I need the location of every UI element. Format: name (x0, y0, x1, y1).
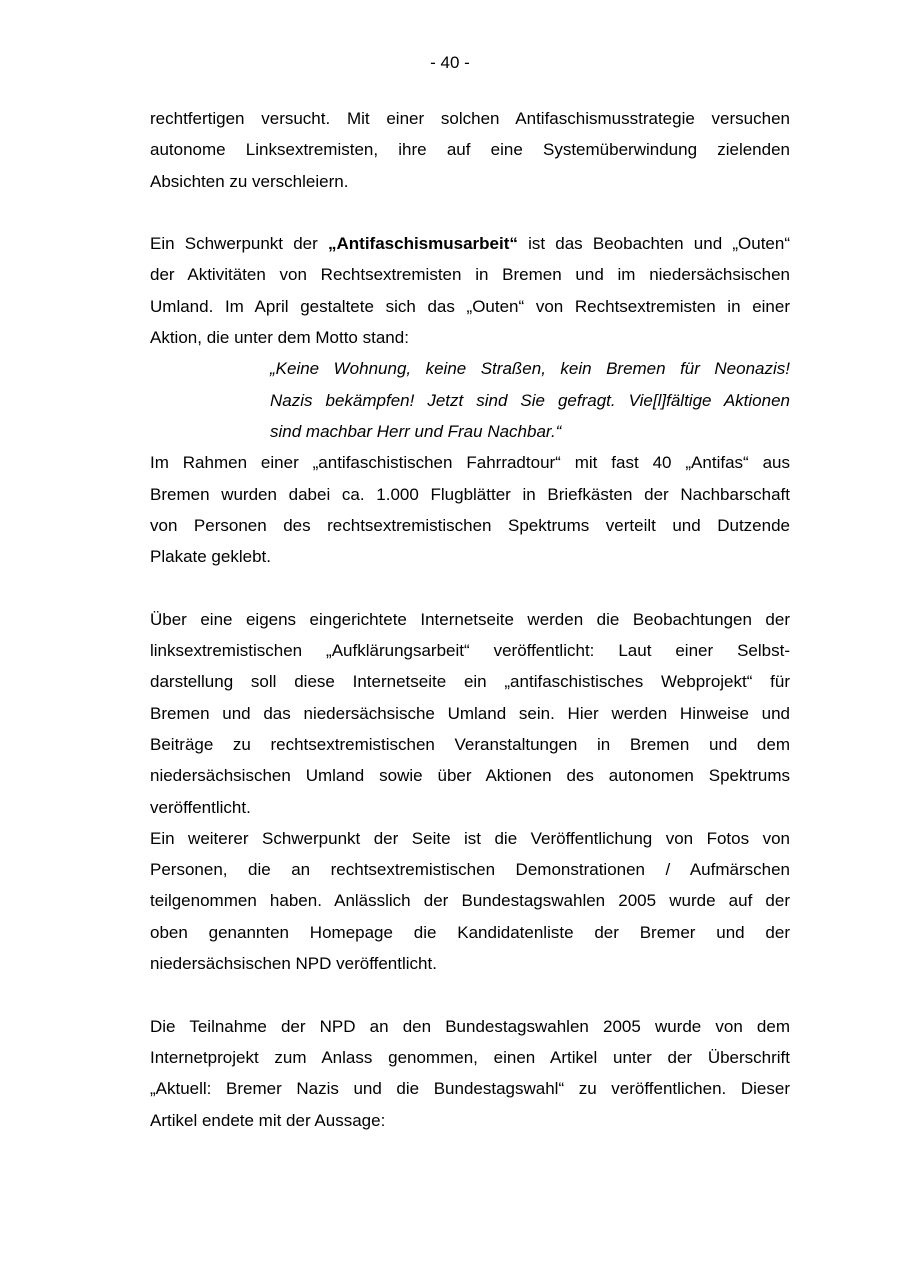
text-line: niedersächsischen Umland sowie über Aktionen des autonomen Spektrums (150, 766, 790, 786)
text-line: linksextremistischen „Aufklärungsarbeit“ veröffentlicht: Laut einer Selbst- (150, 641, 790, 661)
text-line: Über eine eigens eingerichtete Internetseite werden die Beobachtungen der (150, 609, 790, 629)
paragraph-4 (150, 604, 790, 823)
text-line: oben genannten Homepage die Kandidatenliste der Bremer und der (150, 922, 790, 942)
paragraph-3 (150, 447, 790, 572)
body-text (150, 103, 790, 1136)
text-line: Bremen und das niedersächsische Umland sein. Hier werden Hinweise und (150, 703, 790, 723)
text-line: Plakate geklebt. (150, 547, 271, 567)
text-line: Ein weiterer Schwerpunkt der Seite ist die Veröffentlichung von Fotos von (150, 828, 790, 848)
text-line: Artikel endete mit der Aussage: (150, 1110, 386, 1130)
text-line: autonome Linksextremisten, ihre auf eine Systemüberwindung zielenden (150, 140, 790, 160)
text-line: Beiträge zu rechtsextremistischen Veranstaltungen in Bremen und dem (150, 734, 790, 754)
text-line: von Personen des rechtsextremistischen Spektrums verteilt und Dutzende (150, 515, 790, 535)
paragraph-5 (150, 823, 790, 979)
paragraph-2 (150, 228, 790, 353)
text-line: „Aktuell: Bremer Nazis und die Bundestagswahl“ zu veröffentlichen. Dieser (150, 1079, 790, 1099)
block-quote (270, 353, 790, 447)
text-line: niedersächsischen NPD veröffentlicht. (150, 954, 437, 974)
text-line: rechtfertigen versucht. Mit einer solchen Antifaschismusstrategie versuchen (150, 109, 790, 128)
paragraph-6 (150, 1011, 790, 1136)
quote-line: „Keine Wohnung, keine Straßen, kein Bremen für Neonazis! (270, 359, 790, 379)
text-line: Im Rahmen einer „antifaschistischen Fahrradtour“ mit fast 40 „Antifas“ aus (150, 453, 790, 473)
text-line: der Aktivitäten von Rechtsextremisten in Bremen und im niedersächsischen (150, 265, 790, 285)
text-line: Personen, die an rechtsextremistischen Demonstrationen / Aufmärschen (150, 860, 790, 880)
text-line: darstellung soll diese Internetseite ein „antifaschistisches Webprojekt“ für (150, 672, 790, 692)
text-line: Bremen wurden dabei ca. 1.000 Flugblätter in Briefkästen der Nachbarschaft (150, 484, 790, 504)
paragraph-1 (150, 103, 790, 197)
text-line: veröffentlicht. (150, 797, 251, 817)
text-line: teilgenommen haben. Anlässlich der Bundestagswahlen 2005 wurde auf der (150, 891, 790, 911)
text-line: Absichten zu verschleiern. (150, 171, 349, 191)
text-line: Umland. Im April gestaltete sich das „Outen“ von Rechtsextremisten in einer (150, 296, 790, 316)
quote-line: sind machbar Herr und Frau Nachbar.“ (270, 421, 562, 441)
emphasized-term: „Antifaschismusarbeit“ (328, 234, 518, 254)
text-run: ist das Beobachten und „Outen“ (517, 234, 790, 254)
text-line (150, 228, 790, 259)
quote-line: Nazis bekämpfen! Jetzt sind Sie gefragt. Vie[l]fältige Aktionen (270, 390, 790, 410)
text-line: Die Teilnahme der NPD an den Bundestagswahlen 2005 wurde von dem (150, 1016, 790, 1036)
text-line: Internetprojekt zum Anlass genommen, einen Artikel unter der Überschrift (150, 1047, 790, 1067)
page-number: - 40 - (430, 53, 470, 72)
text-run: Ein Schwerpunkt der (150, 234, 328, 254)
text-line: Aktion, die unter dem Motto stand: (150, 328, 409, 348)
